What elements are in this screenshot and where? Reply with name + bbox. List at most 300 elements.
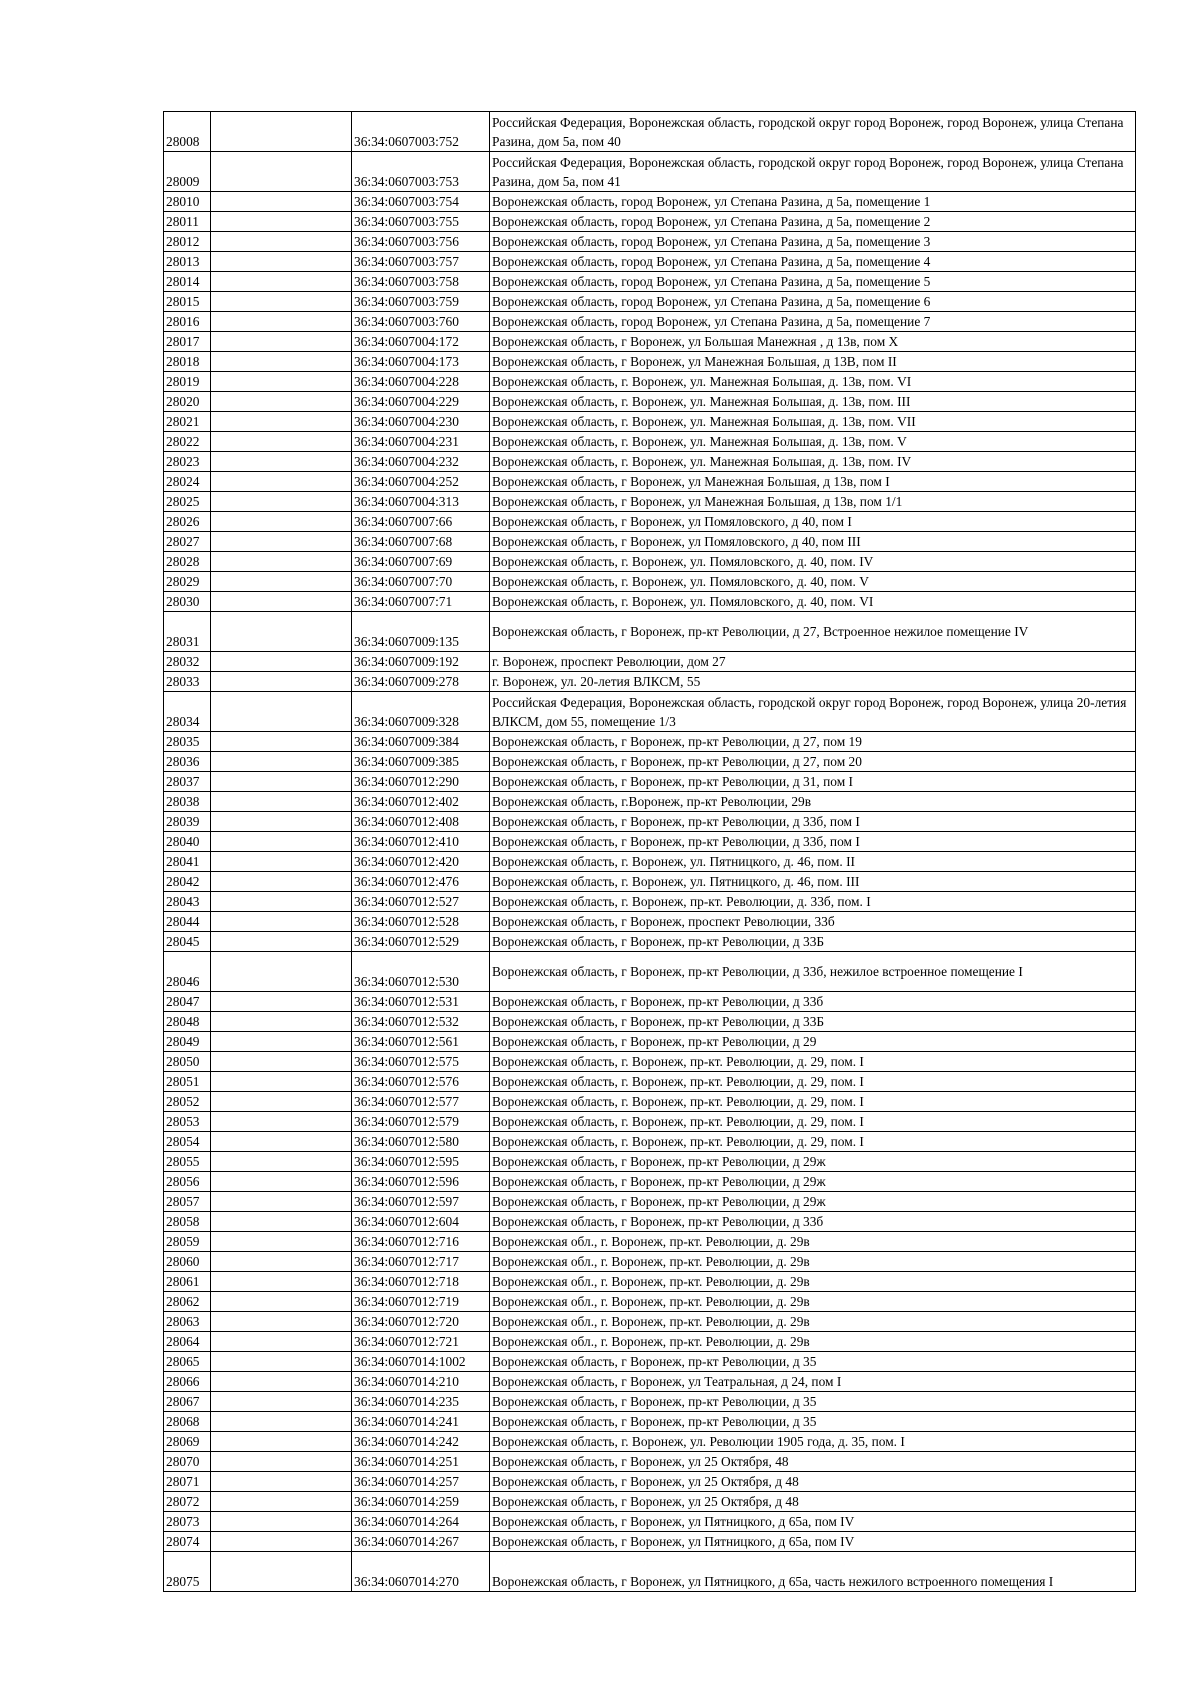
address-cell: Воронежская область, г Воронеж, ул 25 Октября, д 48 [490, 1492, 1136, 1512]
cadastral-number-cell: 36:34:0607004:231 [352, 432, 490, 452]
empty-cell [211, 832, 352, 852]
empty-cell [211, 372, 352, 392]
row-number-cell: 28059 [164, 1232, 211, 1252]
cadastral-number-cell: 36:34:0607012:718 [352, 1272, 490, 1292]
table-row [164, 1432, 1136, 1452]
cadastral-number-cell: 36:34:0607012:576 [352, 1072, 490, 1092]
table-row [164, 672, 1136, 692]
empty-cell [211, 392, 352, 412]
cadastral-number-cell: 36:34:0607003:760 [352, 312, 490, 332]
row-number-cell: 28018 [164, 352, 211, 372]
table-row [164, 1072, 1136, 1092]
table-row [164, 1452, 1136, 1472]
table-row [164, 752, 1136, 772]
row-number-cell: 28062 [164, 1292, 211, 1312]
cadastral-number-cell: 36:34:0607012:577 [352, 1092, 490, 1112]
row-number-cell: 28068 [164, 1412, 211, 1432]
row-number-cell: 28046 [164, 952, 211, 992]
row-number-cell: 28045 [164, 932, 211, 952]
address-cell: Воронежская обл., г. Воронеж, пр-кт. Революции, д. 29в [490, 1312, 1136, 1332]
cadastral-number-cell: 36:34:0607014:264 [352, 1512, 490, 1532]
empty-cell [211, 1432, 352, 1452]
table-row [164, 1412, 1136, 1432]
table-row [164, 1252, 1136, 1272]
cadastral-number-cell: 36:34:0607012:530 [352, 952, 490, 992]
address-cell: Воронежская область, г Воронеж, пр-кт Революции, д 29 [490, 1032, 1136, 1052]
row-number-cell: 28054 [164, 1132, 211, 1152]
row-number-cell: 28026 [164, 512, 211, 532]
address-cell: Воронежская область, г. Воронеж, ул. Манежная Большая, д. 13в, пом. V [490, 432, 1136, 452]
address-cell: Воронежская область, город Воронеж, ул Степана Разина, д 5а, помещение 3 [490, 232, 1136, 252]
table-row [164, 512, 1136, 532]
empty-cell [211, 412, 352, 432]
empty-cell [211, 1552, 352, 1592]
empty-cell [211, 452, 352, 472]
table-row [164, 1112, 1136, 1132]
address-cell: Воронежская обл., г. Воронеж, пр-кт. Революции, д. 29в [490, 1292, 1136, 1312]
table-row [164, 492, 1136, 512]
empty-cell [211, 732, 352, 752]
address-cell: Воронежская область, город Воронеж, ул Степана Разина, д 5а, помещение 2 [490, 212, 1136, 232]
address-cell: Воронежская область, г. Воронеж, пр-кт. Революции, д. 29, пом. I [490, 1052, 1136, 1072]
table-row [164, 1372, 1136, 1392]
table-row [164, 952, 1136, 992]
row-number-cell: 28071 [164, 1472, 211, 1492]
empty-cell [211, 892, 352, 912]
table-row [164, 352, 1136, 372]
table-row [164, 932, 1136, 952]
cadastral-number-cell: 36:34:0607012:420 [352, 852, 490, 872]
table-row [164, 652, 1136, 672]
table-row [164, 832, 1136, 852]
empty-cell [211, 1032, 352, 1052]
cadastral-number-cell: 36:34:0607012:721 [352, 1332, 490, 1352]
empty-cell [211, 1292, 352, 1312]
row-number-cell: 28074 [164, 1532, 211, 1552]
empty-cell [211, 1312, 352, 1332]
row-number-cell: 28041 [164, 852, 211, 872]
address-cell: Воронежская область, г Воронеж, ул Пятницкого, д 65а, часть нежилого встроенного помещения I [490, 1552, 1136, 1592]
empty-cell [211, 212, 352, 232]
row-number-cell: 28047 [164, 992, 211, 1012]
cadastral-number-cell: 36:34:0607012:402 [352, 792, 490, 812]
address-cell: Воронежская область, г Воронеж, ул Театральная, д 24, пом I [490, 1372, 1136, 1392]
empty-cell [211, 1452, 352, 1472]
cadastral-number-cell: 36:34:0607012:410 [352, 832, 490, 852]
cadastral-number-cell: 36:34:0607012:604 [352, 1212, 490, 1232]
cadastral-number-cell: 36:34:0607009:192 [352, 652, 490, 672]
table-row [164, 1172, 1136, 1192]
table-row [164, 772, 1136, 792]
address-cell: Воронежская область, г. Воронеж, ул. Манежная Большая, д. 13в, пом. VI [490, 372, 1136, 392]
cadastral-number-cell: 36:34:0607007:70 [352, 572, 490, 592]
empty-cell [211, 792, 352, 812]
empty-cell [211, 1532, 352, 1552]
table-row [164, 1052, 1136, 1072]
address-cell: Воронежская область, г. Воронеж, ул. Манежная Большая, д. 13в, пом. VII [490, 412, 1136, 432]
table-row [164, 1512, 1136, 1532]
table-row [164, 732, 1136, 752]
row-number-cell: 28075 [164, 1552, 211, 1592]
cadastral-number-cell: 36:34:0607004:172 [352, 332, 490, 352]
address-cell: Воронежская область, г. Воронеж, пр-кт. Революции, д. 33б, пом. I [490, 892, 1136, 912]
address-cell: Воронежская область, г. Воронеж, ул. Помяловского, д. 40, пом. VI [490, 592, 1136, 612]
cadastral-number-cell: 36:34:0607004:313 [352, 492, 490, 512]
cadastral-number-cell: 36:34:0607014:241 [352, 1412, 490, 1432]
empty-cell [211, 1372, 352, 1392]
cadastral-number-cell: 36:34:0607003:759 [352, 292, 490, 312]
address-cell: Воронежская область, г. Воронеж, пр-кт. Революции, д. 29, пом. I [490, 1132, 1136, 1152]
cadastral-number-cell: 36:34:0607003:752 [352, 112, 490, 152]
cadastral-number-cell: 36:34:0607004:228 [352, 372, 490, 392]
cadastral-number-cell: 36:34:0607007:68 [352, 532, 490, 552]
table-row [164, 372, 1136, 392]
cadastral-number-cell: 36:34:0607007:69 [352, 552, 490, 572]
address-cell: Воронежская область, г Воронеж, ул Помяловского, д 40, пом I [490, 512, 1136, 532]
empty-cell [211, 872, 352, 892]
row-number-cell: 28035 [164, 732, 211, 752]
row-number-cell: 28050 [164, 1052, 211, 1072]
row-number-cell: 28061 [164, 1272, 211, 1292]
address-cell: Воронежская область, г. Воронеж, пр-кт. Революции, д. 29, пом. I [490, 1092, 1136, 1112]
cadastral-number-cell: 36:34:0607003:754 [352, 192, 490, 212]
cadastral-number-cell: 36:34:0607012:476 [352, 872, 490, 892]
cadastral-number-cell: 36:34:0607004:232 [352, 452, 490, 472]
cadastral-number-cell: 36:34:0607012:716 [352, 1232, 490, 1252]
address-cell: Воронежская область, г Воронеж, пр-кт Революции, д 35 [490, 1352, 1136, 1372]
address-cell: Воронежская область, г Воронеж, пр-кт Революции, д 33б [490, 1212, 1136, 1232]
table-row [164, 992, 1136, 1012]
table-row [164, 1272, 1136, 1292]
table-row [164, 1152, 1136, 1172]
cadastral-number-cell: 36:34:0607004:230 [352, 412, 490, 432]
cadastral-number-cell: 36:34:0607012:531 [352, 992, 490, 1012]
cadastral-number-cell: 36:34:0607012:575 [352, 1052, 490, 1072]
address-cell: Воронежская обл., г. Воронеж, пр-кт. Революции, д. 29в [490, 1232, 1136, 1252]
address-cell: Воронежская область, г Воронеж, пр-кт Революции, д 33б, нежилое встроенное помещение I [490, 952, 1136, 992]
row-number-cell: 28036 [164, 752, 211, 772]
empty-cell [211, 1052, 352, 1072]
empty-cell [211, 1152, 352, 1172]
address-cell: Воронежская область, г Воронеж, пр-кт Революции, д 33б [490, 992, 1136, 1012]
cadastral-number-cell: 36:34:0607009:278 [352, 672, 490, 692]
address-cell: Воронежская область, г. Воронеж, ул. Революции 1905 года, д. 35, пом. I [490, 1432, 1136, 1452]
empty-cell [211, 1352, 352, 1372]
empty-cell [211, 1172, 352, 1192]
address-cell: Воронежская область, город Воронеж, ул Степана Разина, д 5а, помещение 5 [490, 272, 1136, 292]
cadastral-number-cell: 36:34:0607014:259 [352, 1492, 490, 1512]
row-number-cell: 28030 [164, 592, 211, 612]
cadastral-table [163, 111, 1136, 1592]
address-cell: Воронежская область, г Воронеж, ул Пятницкого, д 65а, пом IV [490, 1512, 1136, 1532]
row-number-cell: 28010 [164, 192, 211, 212]
empty-cell [211, 312, 352, 332]
empty-cell [211, 912, 352, 932]
table-row [164, 572, 1136, 592]
row-number-cell: 28048 [164, 1012, 211, 1032]
address-cell: Российская Федерация, Воронежская область, городской округ город Воронеж, город Воронеж, улица Степана Разина, дом 5а, пом 40 [490, 112, 1136, 152]
row-number-cell: 28066 [164, 1372, 211, 1392]
row-number-cell: 28073 [164, 1512, 211, 1532]
row-number-cell: 28016 [164, 312, 211, 332]
row-number-cell: 28013 [164, 252, 211, 272]
table-row [164, 532, 1136, 552]
table-row [164, 452, 1136, 472]
table-row [164, 1552, 1136, 1592]
cadastral-number-cell: 36:34:0607004:173 [352, 352, 490, 372]
address-cell: Воронежская область, г Воронеж, ул 25 Октября, д 48 [490, 1472, 1136, 1492]
empty-cell [211, 1072, 352, 1092]
empty-cell [211, 1332, 352, 1352]
row-number-cell: 28064 [164, 1332, 211, 1352]
table-row [164, 1352, 1136, 1372]
table-row [164, 1212, 1136, 1232]
table-row [164, 892, 1136, 912]
cadastral-number-cell: 36:34:0607009:384 [352, 732, 490, 752]
row-number-cell: 28039 [164, 812, 211, 832]
empty-cell [211, 1232, 352, 1252]
table-row [164, 1092, 1136, 1112]
address-cell: Воронежская область, город Воронеж, ул Степана Разина, д 5а, помещение 1 [490, 192, 1136, 212]
table-row [164, 292, 1136, 312]
row-number-cell: 28055 [164, 1152, 211, 1172]
address-cell: Воронежская область, г Воронеж, пр-кт Революции, д 33Б [490, 932, 1136, 952]
address-cell: Воронежская обл., г. Воронеж, пр-кт. Революции, д. 29в [490, 1272, 1136, 1292]
address-cell: Воронежская область, г Воронеж, ул Манежная Большая, д 13в, пом 1/1 [490, 492, 1136, 512]
address-cell: г. Воронеж, проспект Революции, дом 27 [490, 652, 1136, 672]
empty-cell [211, 152, 352, 192]
empty-cell [211, 432, 352, 452]
empty-cell [211, 692, 352, 732]
cadastral-number-cell: 36:34:0607014:270 [352, 1552, 490, 1592]
table-row [164, 192, 1136, 212]
table-row [164, 212, 1136, 232]
row-number-cell: 28069 [164, 1432, 211, 1452]
row-number-cell: 28020 [164, 392, 211, 412]
address-cell: Воронежская область, г Воронеж, пр-кт Революции, д 29ж [490, 1152, 1136, 1172]
row-number-cell: 28037 [164, 772, 211, 792]
empty-cell [211, 1112, 352, 1132]
empty-cell [211, 272, 352, 292]
cadastral-number-cell: 36:34:0607012:532 [352, 1012, 490, 1032]
row-number-cell: 28019 [164, 372, 211, 392]
row-number-cell: 28072 [164, 1492, 211, 1512]
address-cell: Воронежская область, г Воронеж, пр-кт Революции, д 27, пом 19 [490, 732, 1136, 752]
empty-cell [211, 492, 352, 512]
empty-cell [211, 592, 352, 612]
empty-cell [211, 852, 352, 872]
row-number-cell: 28053 [164, 1112, 211, 1132]
row-number-cell: 28022 [164, 432, 211, 452]
empty-cell [211, 1412, 352, 1432]
empty-cell [211, 552, 352, 572]
cadastral-number-cell: 36:34:0607007:71 [352, 592, 490, 612]
cadastral-number-cell: 36:34:0607009:135 [352, 612, 490, 652]
address-cell: Воронежская область, город Воронеж, ул Степана Разина, д 5а, помещение 6 [490, 292, 1136, 312]
row-number-cell: 28029 [164, 572, 211, 592]
empty-cell [211, 252, 352, 272]
table-row [164, 1392, 1136, 1412]
cadastral-number-cell: 36:34:0607012:597 [352, 1192, 490, 1212]
table-row [164, 592, 1136, 612]
table-row [164, 792, 1136, 812]
empty-cell [211, 772, 352, 792]
table-row [164, 1012, 1136, 1032]
table-row [164, 472, 1136, 492]
table-row [164, 552, 1136, 572]
cadastral-number-cell: 36:34:0607012:580 [352, 1132, 490, 1152]
row-number-cell: 28032 [164, 652, 211, 672]
cadastral-number-cell: 36:34:0607012:717 [352, 1252, 490, 1272]
row-number-cell: 28052 [164, 1092, 211, 1112]
address-cell: Воронежская область, город Воронеж, ул Степана Разина, д 5а, помещение 7 [490, 312, 1136, 332]
table-row [164, 412, 1136, 432]
row-number-cell: 28042 [164, 872, 211, 892]
row-number-cell: 28027 [164, 532, 211, 552]
empty-cell [211, 1472, 352, 1492]
table-row [164, 112, 1136, 152]
row-number-cell: 28058 [164, 1212, 211, 1232]
row-number-cell: 28025 [164, 492, 211, 512]
cadastral-number-cell: 36:34:0607003:753 [352, 152, 490, 192]
empty-cell [211, 192, 352, 212]
cadastral-number-cell: 36:34:0607014:267 [352, 1532, 490, 1552]
address-cell: Воронежская область, г Воронеж, пр-кт Революции, д 31, пом I [490, 772, 1136, 792]
table-row [164, 152, 1136, 192]
cadastral-number-cell: 36:34:0607009:385 [352, 752, 490, 772]
row-number-cell: 28044 [164, 912, 211, 932]
cadastral-number-cell: 36:34:0607014:251 [352, 1452, 490, 1472]
table-row [164, 332, 1136, 352]
row-number-cell: 28070 [164, 1452, 211, 1472]
address-cell: Российская Федерация, Воронежская область, городской округ город Воронеж, город Воронеж, улица 20-летия ВЛКСМ, дом 55, помещение 1/3 [490, 692, 1136, 732]
empty-cell [211, 472, 352, 492]
cadastral-number-cell: 36:34:0607012:529 [352, 932, 490, 952]
table-row [164, 612, 1136, 652]
address-cell: Воронежская область, г. Воронеж, ул. Пятницкого, д. 46, пом. III [490, 872, 1136, 892]
cadastral-number-cell: 36:34:0607003:758 [352, 272, 490, 292]
address-cell: Воронежская область, г. Воронеж, ул. Манежная Большая, д. 13в, пом. IV [490, 452, 1136, 472]
address-cell: Воронежская область, г Воронеж, пр-кт Революции, д 27, Встроенное нежилое помещение IV [490, 612, 1136, 652]
row-number-cell: 28008 [164, 112, 211, 152]
address-cell: Воронежская область, г. Воронеж, пр-кт. Революции, д. 29, пом. I [490, 1072, 1136, 1092]
empty-cell [211, 1132, 352, 1152]
cadastral-number-cell: 36:34:0607012:720 [352, 1312, 490, 1332]
address-cell: Воронежская область, г. Воронеж, ул. Помяловского, д. 40, пом. V [490, 572, 1136, 592]
empty-cell [211, 112, 352, 152]
cadastral-number-cell: 36:34:0607003:756 [352, 232, 490, 252]
address-cell: г. Воронеж, ул. 20-летия ВЛКСМ, 55 [490, 672, 1136, 692]
table-row [164, 1312, 1136, 1332]
table-row [164, 252, 1136, 272]
address-cell: Воронежская область, г Воронеж, пр-кт Революции, д 35 [490, 1392, 1136, 1412]
row-number-cell: 28034 [164, 692, 211, 732]
row-number-cell: 28065 [164, 1352, 211, 1372]
row-number-cell: 28051 [164, 1072, 211, 1092]
empty-cell [211, 1092, 352, 1112]
table-row [164, 1492, 1136, 1512]
address-cell: Российская Федерация, Воронежская область, городской округ город Воронеж, город Воронеж, улица Степана Разина, дом 5а, пом 41 [490, 152, 1136, 192]
address-cell: Воронежская область, г Воронеж, ул Большая Манежная , д 13в, пом X [490, 332, 1136, 352]
row-number-cell: 28017 [164, 332, 211, 352]
empty-cell [211, 652, 352, 672]
address-cell: Воронежская область, г Воронеж, проспект Революции, 33б [490, 912, 1136, 932]
address-cell: Воронежская область, г Воронеж, пр-кт Революции, д 27, пом 20 [490, 752, 1136, 772]
row-number-cell: 28043 [164, 892, 211, 912]
address-cell: Воронежская область, г Воронеж, ул Манежная Большая, д 13В, пом II [490, 352, 1136, 372]
table-row [164, 392, 1136, 412]
cadastral-number-cell: 36:34:0607007:66 [352, 512, 490, 532]
address-cell: Воронежская область, г Воронеж, ул 25 Октября, 48 [490, 1452, 1136, 1472]
row-number-cell: 28057 [164, 1192, 211, 1212]
row-number-cell: 28014 [164, 272, 211, 292]
address-cell: Воронежская область, г Воронеж, пр-кт Революции, д 33б, пом I [490, 832, 1136, 852]
address-cell: Воронежская область, г Воронеж, пр-кт Революции, д 35 [490, 1412, 1136, 1432]
cadastral-number-cell: 36:34:0607014:235 [352, 1392, 490, 1412]
address-cell: Воронежская область, г Воронеж, пр-кт Революции, д 29ж [490, 1172, 1136, 1192]
table-row [164, 232, 1136, 252]
empty-cell [211, 1012, 352, 1032]
cadastral-number-cell: 36:34:0607012:579 [352, 1112, 490, 1132]
address-cell: Воронежская область, г Воронеж, пр-кт Революции, д 29ж [490, 1192, 1136, 1212]
row-number-cell: 28063 [164, 1312, 211, 1332]
address-cell: Воронежская область, г Воронеж, ул Помяловского, д 40, пом III [490, 532, 1136, 552]
cadastral-number-cell: 36:34:0607014:257 [352, 1472, 490, 1492]
cadastral-number-cell: 36:34:0607012:408 [352, 812, 490, 832]
row-number-cell: 28028 [164, 552, 211, 572]
row-number-cell: 28049 [164, 1032, 211, 1052]
address-cell: Воронежская область, г Воронеж, пр-кт Революции, д 33Б [490, 1012, 1136, 1032]
table-row [164, 1532, 1136, 1552]
table-body [164, 112, 1136, 1592]
table-row [164, 1292, 1136, 1312]
cadastral-number-cell: 36:34:0607004:252 [352, 472, 490, 492]
cadastral-number-cell: 36:34:0607012:561 [352, 1032, 490, 1052]
cadastral-number-cell: 36:34:0607014:1002 [352, 1352, 490, 1372]
row-number-cell: 28011 [164, 212, 211, 232]
table-row [164, 852, 1136, 872]
empty-cell [211, 332, 352, 352]
empty-cell [211, 532, 352, 552]
cadastral-number-cell: 36:34:0607004:229 [352, 392, 490, 412]
empty-cell [211, 812, 352, 832]
address-cell: Воронежская обл., г. Воронеж, пр-кт. Революции, д. 29в [490, 1252, 1136, 1272]
table-row [164, 312, 1136, 332]
table-row [164, 812, 1136, 832]
empty-cell [211, 292, 352, 312]
empty-cell [211, 932, 352, 952]
empty-cell [211, 672, 352, 692]
row-number-cell: 28033 [164, 672, 211, 692]
address-cell: Воронежская область, г Воронеж, пр-кт Революции, д 33б, пом I [490, 812, 1136, 832]
empty-cell [211, 1212, 352, 1232]
empty-cell [211, 512, 352, 532]
empty-cell [211, 612, 352, 652]
empty-cell [211, 1492, 352, 1512]
row-number-cell: 28023 [164, 452, 211, 472]
address-cell: Воронежская область, г. Воронеж, ул. Помяловского, д. 40, пом. IV [490, 552, 1136, 572]
cadastral-number-cell: 36:34:0607014:242 [352, 1432, 490, 1452]
table-row [164, 872, 1136, 892]
empty-cell [211, 232, 352, 252]
table-row [164, 1132, 1136, 1152]
row-number-cell: 28038 [164, 792, 211, 812]
table-row [164, 1192, 1136, 1212]
empty-cell [211, 1392, 352, 1412]
table-row [164, 1472, 1136, 1492]
cadastral-number-cell: 36:34:0607012:596 [352, 1172, 490, 1192]
table-row [164, 1232, 1136, 1252]
